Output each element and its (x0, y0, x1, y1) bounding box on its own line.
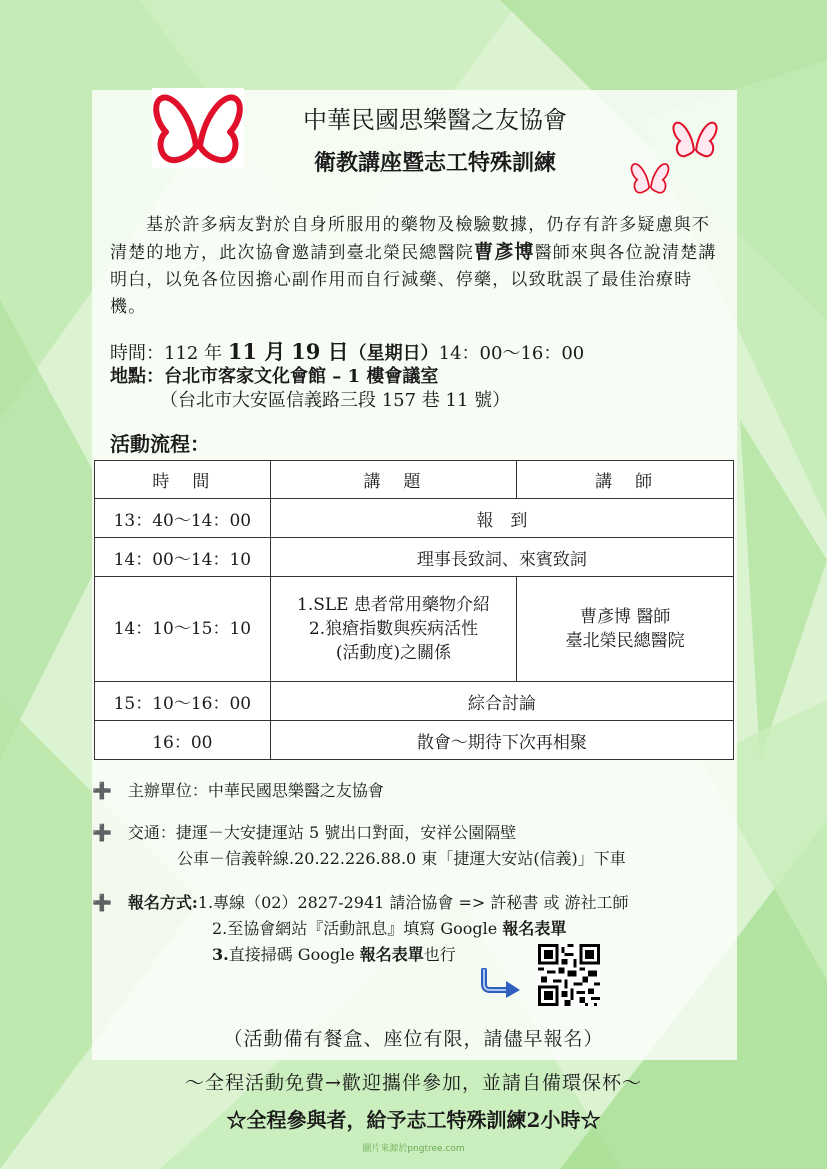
topic-line: 2.狼瘡指數與疾病活性 (308, 619, 479, 639)
table-row (95, 721, 734, 760)
header-speaker: 講 師 (517, 461, 734, 499)
transport-bus-line: 公車－信義幹線.20.22.226.88.0 東「捷運大安站(信義)」下車 (177, 849, 626, 868)
row-topic (270, 577, 517, 682)
event-time: 時間：112 年 11 月 19 日（星期日）14：00～16：00 (110, 339, 585, 364)
table-row (95, 499, 734, 538)
schedule-table (94, 460, 734, 760)
registration-qr-code[interactable] (538, 944, 600, 1006)
topic-line: (活動度)之關係 (335, 643, 452, 663)
intro-paragraph (110, 212, 720, 321)
bullet-arrow-icon: ➕ (92, 893, 112, 912)
speaker-affiliation: 臺北榮民總醫院 (565, 631, 685, 651)
doctor-name: 曹彥博 (474, 241, 535, 263)
speaker-name: 曹彥博 醫師 (579, 607, 671, 627)
schedule-heading: 活動流程： (110, 432, 210, 456)
table-header-row (95, 461, 734, 499)
registration-line: ➕ 報名方式:1.專線（02）2827-2941 請洽協會 => 許秘書 或 游社工師 (92, 893, 629, 912)
row-time: 13：40～14：00 (95, 499, 271, 538)
header-time: 時 間 (95, 461, 271, 499)
meal-note: （活動備有餐盒、座位有限，請儘早報名） (223, 1028, 604, 1050)
free-note: ～全程活動免費→歡迎攜伴參加，並請自備環保杯～ (185, 1072, 642, 1094)
butterfly-decoration-icon (672, 118, 718, 160)
row-topic: 報 到 (270, 499, 733, 538)
volunteer-note: ☆全程參與者，給予志工特殊訓練2小時☆ (226, 1108, 601, 1132)
bullet-arrow-icon: ➕ (92, 823, 112, 842)
butterfly-decoration-icon (630, 160, 670, 196)
organizer-line: ➕ 主辦單位：中華民國思樂醫之友協會 (92, 781, 384, 800)
registration-website-line: 2.至協會網站『活動訊息』填寫 Google 報名表單 (212, 919, 567, 938)
intro-text-1: 基於許多病友對於自身所服用的藥物及檢驗數據，仍存有許多疑慮與不清楚的地方，此次協會邀請到臺北榮民總醫院 (110, 215, 711, 263)
intro-text-2: 醫師來與各位說清楚講明白，以免各位因擔心副作用而自行減藥、停藥，以致耽誤了最佳治療時機。 (110, 243, 717, 317)
table-row (95, 682, 734, 721)
table-row (95, 538, 734, 577)
bullet-arrow-icon: ➕ (92, 781, 112, 800)
org-name: 中華民國思樂醫之友協會 (303, 106, 567, 134)
table-row (95, 577, 734, 682)
event-title: 衛教講座暨志工特殊訓練 (313, 150, 556, 176)
row-time: 15：10～16：00 (95, 682, 271, 721)
row-topic: 綜合討論 (270, 682, 733, 721)
row-topic: 理事長致詞、來賓致詞 (270, 538, 733, 577)
turn-right-arrow-icon (478, 968, 522, 998)
image-credit: 圖片來源於pngtree.com (362, 1144, 465, 1154)
row-time: 16：00 (95, 721, 271, 760)
transport-line: ➕ 交通：捷運－大安捷運站 5 號出口對面，安祥公園隔壁 (92, 823, 517, 842)
butterfly-icon (152, 88, 244, 168)
registration-qr-line: 3.直接掃碼 Google 報名表單也行 (212, 945, 456, 964)
association-logo (152, 88, 244, 168)
topic-line: 1.SLE 患者常用藥物介紹 (297, 595, 490, 615)
event-place: 地點：台北市客家文化會館 – 1 樓會議室 (110, 366, 439, 387)
row-time: 14：10～15：10 (95, 577, 271, 682)
row-speaker (517, 577, 734, 682)
row-topic: 散會～期待下次再相聚 (270, 721, 733, 760)
row-time: 14：00～14：10 (95, 538, 271, 577)
event-address: （台北市大安區信義路三段 157 巷 11 號） (160, 390, 511, 411)
header-topic: 講 題 (270, 461, 517, 499)
